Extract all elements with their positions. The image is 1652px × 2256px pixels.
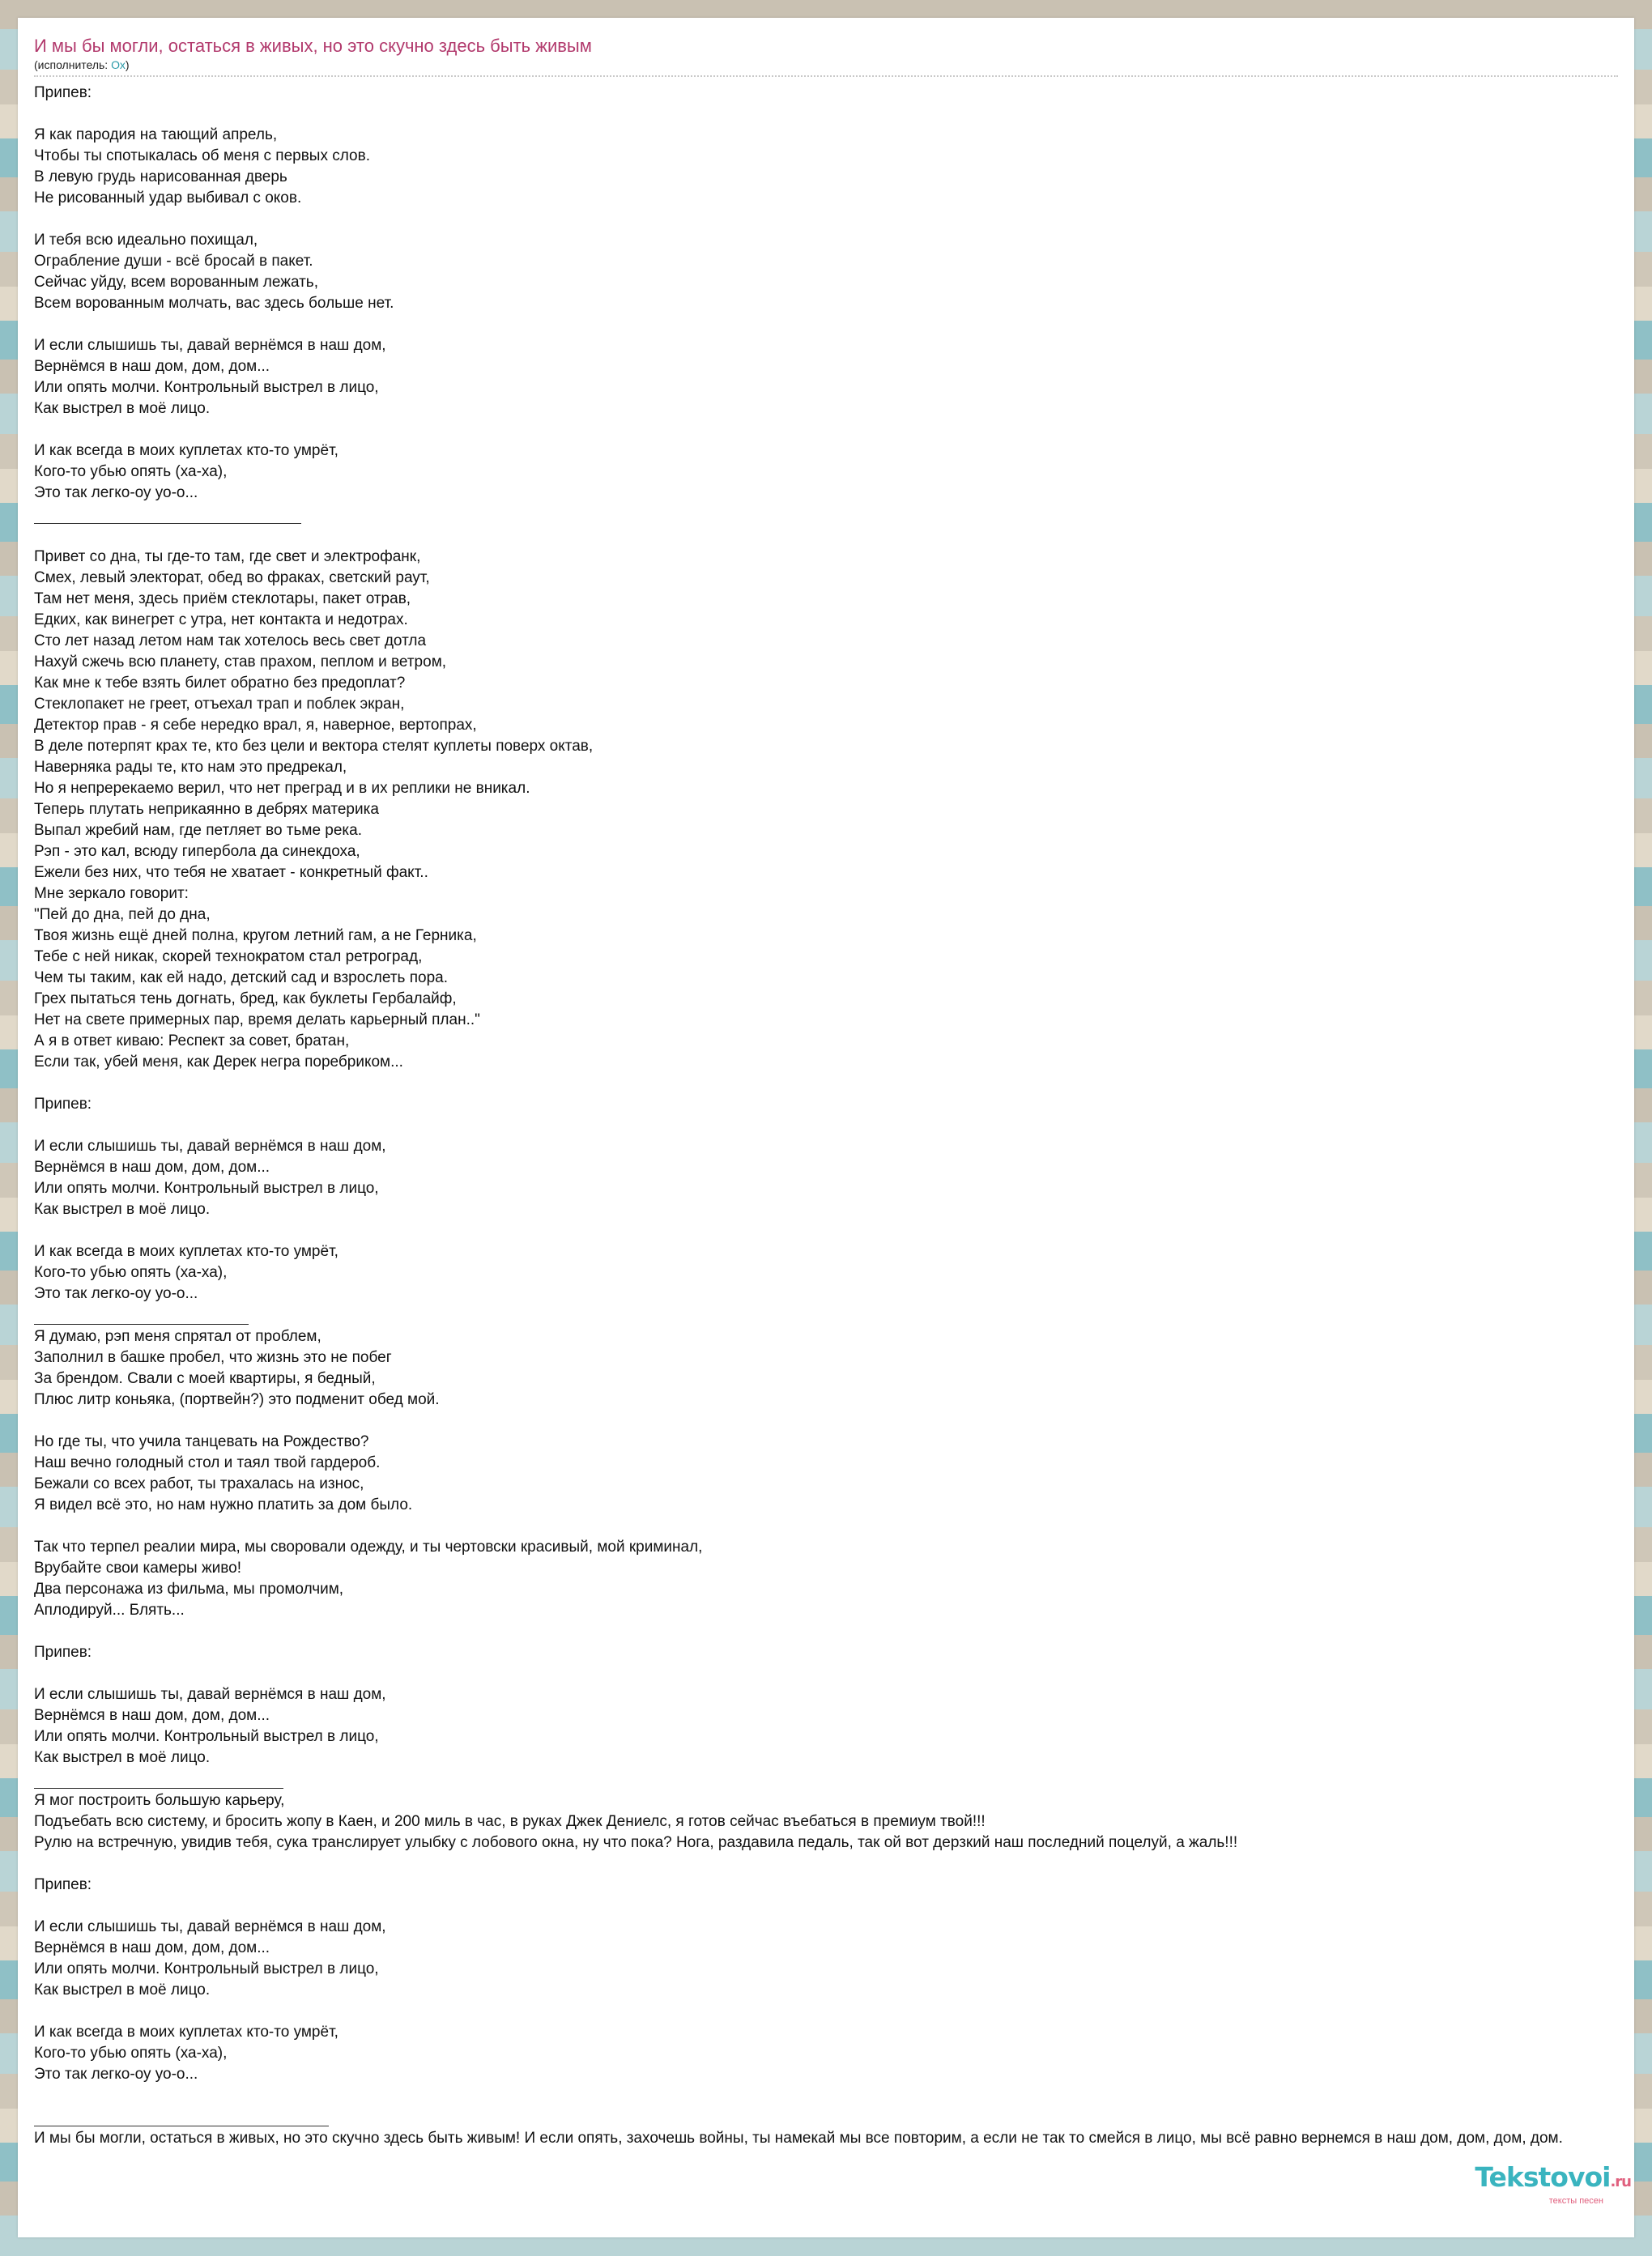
section-divider	[34, 504, 301, 524]
lyric-line: Аплодируй... Блять...	[34, 1602, 185, 1619]
artist-suffix: )	[125, 58, 130, 71]
stanza-gap	[34, 1073, 1563, 1094]
song-title: И мы бы могли, остаться в живых, но это скучно здесь быть живым	[34, 36, 592, 56]
lyric-line: Так что терпел реалии мира, мы своровали одежду, и ты чертовски красивый, мой криминал,	[34, 1539, 703, 1556]
lyric-line: Наверняка рады те, кто нам это предрекал,	[34, 759, 347, 776]
section-divider	[34, 2106, 329, 2126]
lyric-line: Ограбление души - всё бросай в пакет.	[34, 253, 313, 270]
lyric-line: Нахуй сжечь всю планету, став прахом, пеплом и ветром,	[34, 653, 447, 670]
lyric-line: Привет со дна, ты где-то там, где свет и электрофанк,	[34, 548, 421, 565]
lyric-line: Детектор прав - я себе нередко врал, я, наверное, вертопрах,	[34, 717, 477, 734]
lyric-line: Или опять молчи. Контрольный выстрел в лицо,	[34, 379, 379, 396]
lyric-line: Ежели без них, что тебя не хватает - конкретный факт..	[34, 864, 428, 881]
lyric-line: Это так легко-оу уо-о...	[34, 484, 198, 501]
lyric-line: Плюс литр коньяка, (портвейн?) это подменит обед мой.	[34, 1391, 440, 1408]
stanza-gap	[34, 209, 1563, 230]
lyric-line: В деле потерпят крах те, кто без цели и вектора стелят куплеты поверх октав,	[34, 738, 594, 755]
lyric-line: Если так, убей меня, как Дерек негра поребриком...	[34, 1054, 403, 1071]
lyric-line: Вернёмся в наш дом, дом, дом...	[34, 1159, 270, 1176]
lyric-line: Это так легко-оу уо-о...	[34, 1285, 198, 1302]
lyric-line: Там нет меня, здесь приём стеклотары, пакет отрав,	[34, 590, 411, 607]
logo-wordmark	[1475, 2161, 1631, 2196]
lyric-line: Это так легко-оу уо-о...	[34, 2066, 198, 2083]
lyric-line: Припев:	[34, 1644, 92, 1661]
lyric-line: Твоя жизнь ещё дней полна, кругом летний гам, а не Герника,	[34, 927, 477, 944]
lyric-line: И как всегда в моих куплетах кто-то умрёт,	[34, 2024, 338, 2041]
lyric-line: Припев:	[34, 1096, 92, 1113]
lyric-line: В левую грудь нарисованная дверь	[34, 168, 287, 185]
lyric-line: Или опять молчи. Контрольный выстрел в лицо,	[34, 1960, 379, 1977]
lyric-line: И если слышишь ты, давай вернёмся в наш дом,	[34, 1918, 386, 1935]
stanza-gap	[34, 314, 1563, 335]
lyric-line: И если слышишь ты, давай вернёмся в наш дом,	[34, 337, 386, 354]
lyric-line: Всем ворованным молчать, вас здесь больше нет.	[34, 295, 394, 312]
lyric-line: "Пей до дна, пей до дна,	[34, 906, 211, 923]
logo-tagline: тексты песен	[1548, 2196, 1603, 2206]
lyric-line: Подъебать всю систему, и бросить жопу в Каен, и 200 миль в час, в руках Джек Дениелс, я готов сейчас въебаться в премиум твой!!!	[34, 1813, 986, 1830]
logo-name: Tekstovoi	[1475, 2161, 1611, 2193]
logo-domain: .ru	[1610, 2173, 1631, 2190]
lyric-line: Рэп - это кал, всюду гипербола да синекдоха,	[34, 843, 360, 860]
site-logo[interactable]	[1475, 2161, 1631, 2206]
stanza-gap	[34, 2001, 1563, 2022]
lyric-line: Как выстрел в моё лицо.	[34, 1981, 211, 1998]
lyric-line: И тебя всю идеально похищал,	[34, 232, 258, 249]
lyric-line: Чем ты таким, как ей надо, детский сад и взрослеть пора.	[34, 969, 448, 986]
lyric-line: Припев:	[34, 84, 92, 101]
lyric-line: Вернёмся в наш дом, дом, дом...	[34, 1707, 270, 1724]
lyric-line: Как выстрел в моё лицо.	[34, 1201, 211, 1218]
stanza-gap	[34, 1115, 1563, 1136]
lyric-line: Но где ты, что учила танцевать на Рождество?	[34, 1433, 369, 1450]
lyric-line: Кого-то убью опять (ха-ха),	[34, 2045, 228, 2062]
lyric-line: Сейчас уйду, всем ворованным лежать,	[34, 274, 318, 291]
lyric-line: И если слышишь ты, давай вернёмся в наш дом,	[34, 1138, 386, 1155]
lyrics-body	[34, 83, 1563, 2149]
section-divider	[34, 1305, 249, 1325]
section-divider	[34, 1769, 283, 1789]
artist-line	[34, 58, 1618, 71]
lyric-line: Припев:	[34, 1876, 92, 1893]
stanza-gap	[34, 1621, 1563, 1642]
lyric-line: Но я непререкаемо верил, что нет преград и в их реплики не вникал.	[34, 780, 530, 797]
lyric-line: Сто лет назад летом нам так хотелось весь свет дотла	[34, 632, 427, 649]
lyric-line: Как мне к тебе взять билет обратно без предоплат?	[34, 675, 406, 692]
artist-link[interactable]: Ох	[111, 58, 126, 71]
lyric-line: Вернёмся в наш дом, дом, дом...	[34, 358, 270, 375]
lyric-line: Тебе с ней никак, скорей технократом стал ретроград,	[34, 948, 423, 965]
stanza-gap	[34, 1896, 1563, 1917]
stanza-gap	[34, 104, 1563, 125]
stanza-gap	[34, 1663, 1563, 1684]
stanza-gap	[34, 1516, 1563, 1537]
stanza-gap	[34, 1220, 1563, 1241]
lyric-line: Едких, как винегрет с утра, нет контакта и недотрах.	[34, 611, 408, 628]
lyric-line: Я мог построить большую карьеру,	[34, 1792, 285, 1809]
lyric-line: И мы бы могли, остаться в живых, но это скучно здесь быть живым! И если опять, захочешь войны, ты намекай мы все повторим, а если не так то смейся в лицо, мы всё равно вернемся в наш дом, дом, дом, дом.	[34, 2130, 1563, 2147]
lyric-line: Смех, левый электорат, обед во фраках, светский раут,	[34, 569, 430, 586]
lyric-line: Теперь плутать неприкаянно в дебрях материка	[34, 801, 379, 818]
lyric-line: И как всегда в моих куплетах кто-то умрёт,	[34, 442, 338, 459]
stanza-gap	[34, 526, 1563, 547]
content-panel	[18, 18, 1634, 2237]
lyric-line: И как всегда в моих куплетах кто-то умрёт,	[34, 1243, 338, 1260]
stanza-gap	[34, 1411, 1563, 1432]
stanza-gap	[34, 419, 1563, 441]
stanza-gap	[34, 2085, 1563, 2106]
lyric-line: Вернёмся в наш дом, дом, дом...	[34, 1939, 270, 1956]
lyric-line: За брендом. Свали с моей квартиры, я бедный,	[34, 1370, 376, 1387]
lyric-line: Бежали со всех работ, ты трахалась на износ,	[34, 1475, 364, 1492]
lyric-line: Стеклопакет не греет, отъехал трап и поблек экран,	[34, 696, 405, 713]
lyric-line: Кого-то убью опять (ха-ха),	[34, 1264, 228, 1281]
lyric-line: Выпал жребий нам, где петляет во тьме река.	[34, 822, 363, 839]
lyric-line: Не рисованный удар выбивал с оков.	[34, 189, 302, 206]
lyric-line: Врубайте свои камеры живо!	[34, 1560, 242, 1577]
lyric-line: Мне зеркало говорит:	[34, 885, 189, 902]
lyric-line: И если слышишь ты, давай вернёмся в наш дом,	[34, 1686, 386, 1703]
lyric-line: Заполнил в башке пробел, что жизнь это не побег	[34, 1349, 392, 1366]
lyric-line: Два персонажа из фильма, мы промолчим,	[34, 1581, 344, 1598]
lyric-line: Я как пародия на тающий апрель,	[34, 126, 278, 143]
lyric-line: Наш вечно голодный стол и таял твой гардероб.	[34, 1454, 381, 1471]
lyric-line: Чтобы ты спотыкалась об меня с первых слов.	[34, 147, 370, 164]
song-header	[34, 34, 1618, 77]
lyric-line: Как выстрел в моё лицо.	[34, 1749, 211, 1766]
lyric-line: А я в ответ киваю: Респект за совет, братан,	[34, 1032, 350, 1049]
lyric-line: Я видел всё это, но нам нужно платить за дом было.	[34, 1496, 413, 1513]
artist-prefix: (исполнитель:	[34, 58, 112, 71]
lyric-line: Или опять молчи. Контрольный выстрел в лицо,	[34, 1180, 379, 1197]
lyric-line: Нет на свете примерных пар, время делать карьерный план.."	[34, 1011, 480, 1028]
stanza-gap	[34, 1854, 1563, 1875]
lyric-line: Как выстрел в моё лицо.	[34, 400, 211, 417]
lyric-line: Рулю на встречную, увидив тебя, сука транслирует улыбку с лобового окна, ну что пока? Нога, раздавила педаль, так ой вот дерзкий наш последний поцелуй, а жаль!!!	[34, 1834, 1238, 1851]
lyric-line: Кого-то убью опять (ха-ха),	[34, 463, 228, 480]
lyric-line: Или опять молчи. Контрольный выстрел в лицо,	[34, 1728, 379, 1745]
lyric-line: Я думаю, рэп меня спрятал от проблем,	[34, 1328, 321, 1345]
lyric-line: Грех пытаться тень догнать, бред, как буклеты Гербалайф,	[34, 990, 457, 1007]
